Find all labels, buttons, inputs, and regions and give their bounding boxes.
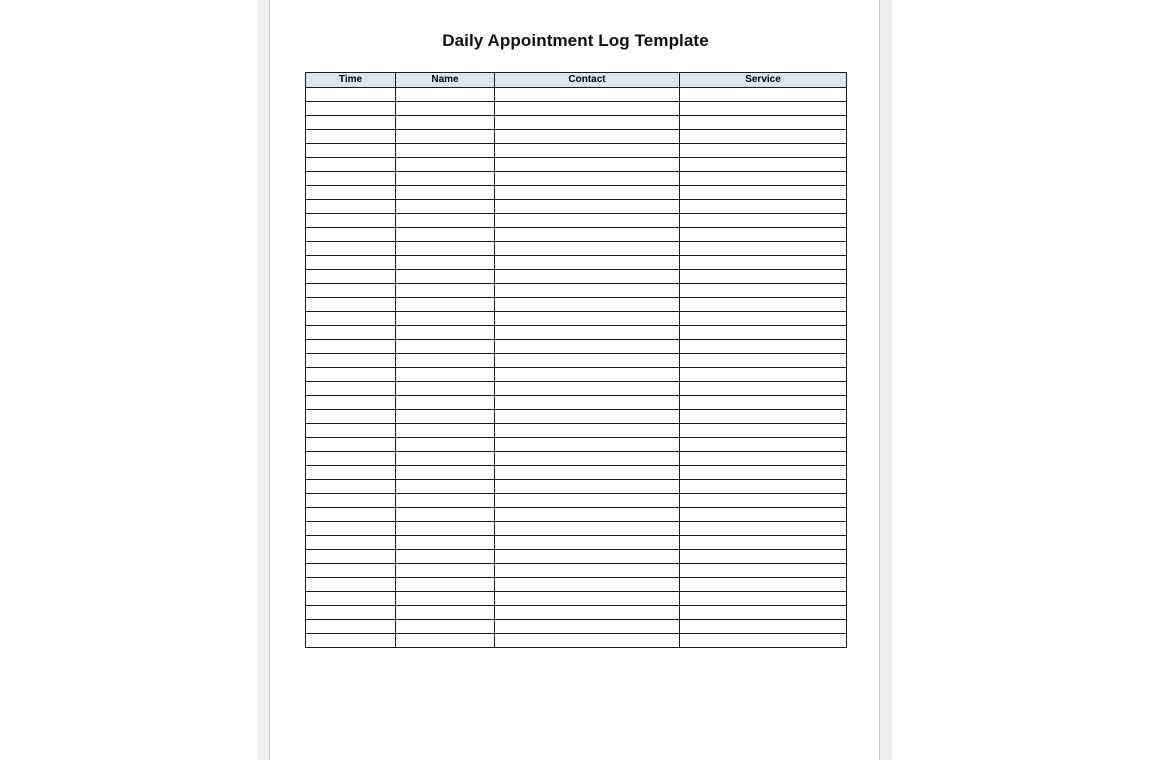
cell-name[interactable] — [396, 382, 495, 396]
cell-name[interactable] — [396, 312, 495, 326]
table-row — [306, 508, 847, 522]
cell-time[interactable] — [306, 494, 396, 508]
document-page[interactable] — [269, 0, 880, 760]
cell-contact[interactable] — [495, 158, 680, 172]
cell-time[interactable] — [306, 312, 396, 326]
cell-service[interactable] — [680, 606, 847, 620]
table-row — [306, 606, 847, 620]
cell-name[interactable] — [396, 606, 495, 620]
cell-time[interactable] — [306, 508, 396, 522]
cell-name[interactable] — [396, 242, 495, 256]
cell-service[interactable] — [680, 102, 847, 116]
cell-contact[interactable] — [495, 578, 680, 592]
cell-service[interactable] — [680, 200, 847, 214]
cell-contact[interactable] — [495, 116, 680, 130]
table-row — [306, 382, 847, 396]
cell-time[interactable] — [306, 382, 396, 396]
cell-name[interactable] — [396, 396, 495, 410]
table-row — [306, 214, 847, 228]
cell-service[interactable] — [680, 284, 847, 298]
cell-time[interactable] — [306, 438, 396, 452]
cell-name[interactable] — [396, 620, 495, 634]
cell-service[interactable] — [680, 550, 847, 564]
cell-contact[interactable] — [495, 102, 680, 116]
cell-contact[interactable] — [495, 256, 680, 270]
cell-contact[interactable] — [495, 340, 680, 354]
cell-contact[interactable] — [495, 228, 680, 242]
cell-time[interactable] — [306, 326, 396, 340]
cell-contact[interactable] — [495, 130, 680, 144]
table-row — [306, 410, 847, 424]
cell-service[interactable] — [680, 522, 847, 536]
cell-contact[interactable] — [495, 214, 680, 228]
cell-name[interactable] — [396, 256, 495, 270]
cell-time[interactable] — [306, 550, 396, 564]
cell-name[interactable] — [396, 550, 495, 564]
table-row — [306, 340, 847, 354]
table-row — [306, 326, 847, 340]
table-row — [306, 424, 847, 438]
cell-contact[interactable] — [495, 88, 680, 102]
cell-name[interactable] — [396, 228, 495, 242]
table-row — [306, 396, 847, 410]
cell-contact[interactable] — [495, 368, 680, 382]
table-row — [306, 228, 847, 242]
cell-time[interactable] — [306, 354, 396, 368]
cell-name[interactable] — [396, 172, 495, 186]
cell-contact[interactable] — [495, 466, 680, 480]
cell-time[interactable] — [306, 536, 396, 550]
table-row — [306, 158, 847, 172]
table-row — [306, 494, 847, 508]
cell-time[interactable] — [306, 256, 396, 270]
table-row — [306, 186, 847, 200]
table-row — [306, 284, 847, 298]
cell-contact[interactable] — [495, 494, 680, 508]
cell-name[interactable] — [396, 340, 495, 354]
cell-time[interactable] — [306, 228, 396, 242]
cell-service[interactable] — [680, 634, 847, 648]
cell-time[interactable] — [306, 186, 396, 200]
cell-service[interactable] — [680, 298, 847, 312]
table-row — [306, 564, 847, 578]
cell-name[interactable] — [396, 452, 495, 466]
cell-contact[interactable] — [495, 200, 680, 214]
cell-contact[interactable] — [495, 452, 680, 466]
cell-service[interactable] — [680, 270, 847, 284]
cell-service[interactable] — [680, 172, 847, 186]
cell-contact[interactable] — [495, 550, 680, 564]
document-title: Daily Appointment Log Template — [442, 31, 709, 50]
cell-service[interactable] — [680, 508, 847, 522]
cell-name[interactable] — [396, 438, 495, 452]
cell-name[interactable] — [396, 634, 495, 648]
cell-time[interactable] — [306, 116, 396, 130]
cell-contact[interactable] — [495, 620, 680, 634]
cell-service[interactable] — [680, 312, 847, 326]
cell-service[interactable] — [680, 326, 847, 340]
table-row — [306, 578, 847, 592]
table-row — [306, 452, 847, 466]
column-header-contact: Contact — [495, 73, 680, 88]
table-row — [306, 536, 847, 550]
cell-service[interactable] — [680, 466, 847, 480]
table-row — [306, 522, 847, 536]
cell-contact[interactable] — [495, 438, 680, 452]
cell-contact[interactable] — [495, 592, 680, 606]
cell-service[interactable] — [680, 214, 847, 228]
cell-contact[interactable] — [495, 186, 680, 200]
cell-time[interactable] — [306, 606, 396, 620]
cell-contact[interactable] — [495, 522, 680, 536]
cell-contact[interactable] — [495, 298, 680, 312]
cell-time[interactable] — [306, 284, 396, 298]
cell-name[interactable] — [396, 186, 495, 200]
cell-time[interactable] — [306, 298, 396, 312]
table-row — [306, 256, 847, 270]
cell-name[interactable] — [396, 368, 495, 382]
table-header-row — [306, 73, 847, 88]
cell-service[interactable] — [680, 480, 847, 494]
cell-name[interactable] — [396, 144, 495, 158]
cell-time[interactable] — [306, 172, 396, 186]
cell-time[interactable] — [306, 424, 396, 438]
cell-service[interactable] — [680, 424, 847, 438]
table-row — [306, 172, 847, 186]
cell-time[interactable] — [306, 130, 396, 144]
cell-name[interactable] — [396, 494, 495, 508]
cell-contact[interactable] — [495, 536, 680, 550]
cell-name[interactable] — [396, 200, 495, 214]
cell-time[interactable] — [306, 452, 396, 466]
cell-contact[interactable] — [495, 424, 680, 438]
cell-time[interactable] — [306, 88, 396, 102]
cell-name[interactable] — [396, 508, 495, 522]
cell-service[interactable] — [680, 242, 847, 256]
cell-name[interactable] — [396, 536, 495, 550]
cell-name[interactable] — [396, 410, 495, 424]
cell-service[interactable] — [680, 396, 847, 410]
table-row — [306, 438, 847, 452]
cell-contact[interactable] — [495, 480, 680, 494]
cell-name[interactable] — [396, 158, 495, 172]
cell-time[interactable] — [306, 634, 396, 648]
table-body — [306, 88, 847, 648]
cell-service[interactable] — [680, 256, 847, 270]
cell-contact[interactable] — [495, 326, 680, 340]
cell-service[interactable] — [680, 410, 847, 424]
cell-service[interactable] — [680, 494, 847, 508]
cell-time[interactable] — [306, 242, 396, 256]
cell-service[interactable] — [680, 186, 847, 200]
cell-service[interactable] — [680, 158, 847, 172]
cell-time[interactable] — [306, 620, 396, 634]
table-row — [306, 270, 847, 284]
cell-name[interactable] — [396, 480, 495, 494]
cell-name[interactable] — [396, 466, 495, 480]
table-row — [306, 634, 847, 648]
column-header-name: Name — [396, 73, 495, 88]
cell-time[interactable] — [306, 466, 396, 480]
cell-service[interactable] — [680, 368, 847, 382]
cell-name[interactable] — [396, 522, 495, 536]
cell-service[interactable] — [680, 116, 847, 130]
cell-time[interactable] — [306, 564, 396, 578]
cell-name[interactable] — [396, 88, 495, 102]
cell-time[interactable] — [306, 214, 396, 228]
cell-name[interactable] — [396, 298, 495, 312]
column-header-time: Time — [306, 73, 396, 88]
cell-name[interactable] — [396, 214, 495, 228]
cell-service[interactable] — [680, 620, 847, 634]
cell-time[interactable] — [306, 592, 396, 606]
table-row — [306, 466, 847, 480]
cell-name[interactable] — [396, 284, 495, 298]
table-row — [306, 242, 847, 256]
cell-contact[interactable] — [495, 410, 680, 424]
cell-contact[interactable] — [495, 354, 680, 368]
cell-time[interactable] — [306, 158, 396, 172]
table-row — [306, 298, 847, 312]
cell-name[interactable] — [396, 270, 495, 284]
cell-name[interactable] — [396, 564, 495, 578]
cell-time[interactable] — [306, 522, 396, 536]
table-row — [306, 88, 847, 102]
cell-name[interactable] — [396, 424, 495, 438]
column-header-service: Service — [680, 73, 847, 88]
cell-service[interactable] — [680, 564, 847, 578]
cell-service[interactable] — [680, 354, 847, 368]
cell-time[interactable] — [306, 480, 396, 494]
cell-contact[interactable] — [495, 508, 680, 522]
table-row — [306, 620, 847, 634]
table-row — [306, 130, 847, 144]
cell-service[interactable] — [680, 88, 847, 102]
cell-time[interactable] — [306, 200, 396, 214]
appointment-log-table — [305, 72, 847, 648]
cell-contact[interactable] — [495, 270, 680, 284]
cell-name[interactable] — [396, 592, 495, 606]
table-row — [306, 116, 847, 130]
cell-contact[interactable] — [495, 382, 680, 396]
cell-service[interactable] — [680, 536, 847, 550]
cell-service[interactable] — [680, 340, 847, 354]
cell-time[interactable] — [306, 144, 396, 158]
cell-service[interactable] — [680, 144, 847, 158]
cell-service[interactable] — [680, 452, 847, 466]
cell-service[interactable] — [680, 592, 847, 606]
cell-contact[interactable] — [495, 564, 680, 578]
table-row — [306, 354, 847, 368]
cell-service[interactable] — [680, 228, 847, 242]
cell-name[interactable] — [396, 326, 495, 340]
table-row — [306, 368, 847, 382]
cell-name[interactable] — [396, 130, 495, 144]
cell-time[interactable] — [306, 270, 396, 284]
cell-time[interactable] — [306, 368, 396, 382]
cell-name[interactable] — [396, 354, 495, 368]
table-row — [306, 102, 847, 116]
cell-service[interactable] — [680, 130, 847, 144]
cell-contact[interactable] — [495, 242, 680, 256]
cell-time[interactable] — [306, 102, 396, 116]
cell-time[interactable] — [306, 396, 396, 410]
cell-contact[interactable] — [495, 312, 680, 326]
table-row — [306, 592, 847, 606]
table-row — [306, 200, 847, 214]
cell-contact[interactable] — [495, 144, 680, 158]
cell-contact[interactable] — [495, 634, 680, 648]
cell-service[interactable] — [680, 382, 847, 396]
table-row — [306, 144, 847, 158]
table-row — [306, 312, 847, 326]
cell-contact[interactable] — [495, 606, 680, 620]
cell-name[interactable] — [396, 116, 495, 130]
cell-time[interactable] — [306, 410, 396, 424]
table-row — [306, 480, 847, 494]
cell-time[interactable] — [306, 578, 396, 592]
cell-name[interactable] — [396, 578, 495, 592]
table-row — [306, 550, 847, 564]
cell-time[interactable] — [306, 340, 396, 354]
cell-service[interactable] — [680, 438, 847, 452]
cell-name[interactable] — [396, 102, 495, 116]
cell-contact[interactable] — [495, 284, 680, 298]
cell-contact[interactable] — [495, 396, 680, 410]
cell-service[interactable] — [680, 578, 847, 592]
cell-contact[interactable] — [495, 172, 680, 186]
